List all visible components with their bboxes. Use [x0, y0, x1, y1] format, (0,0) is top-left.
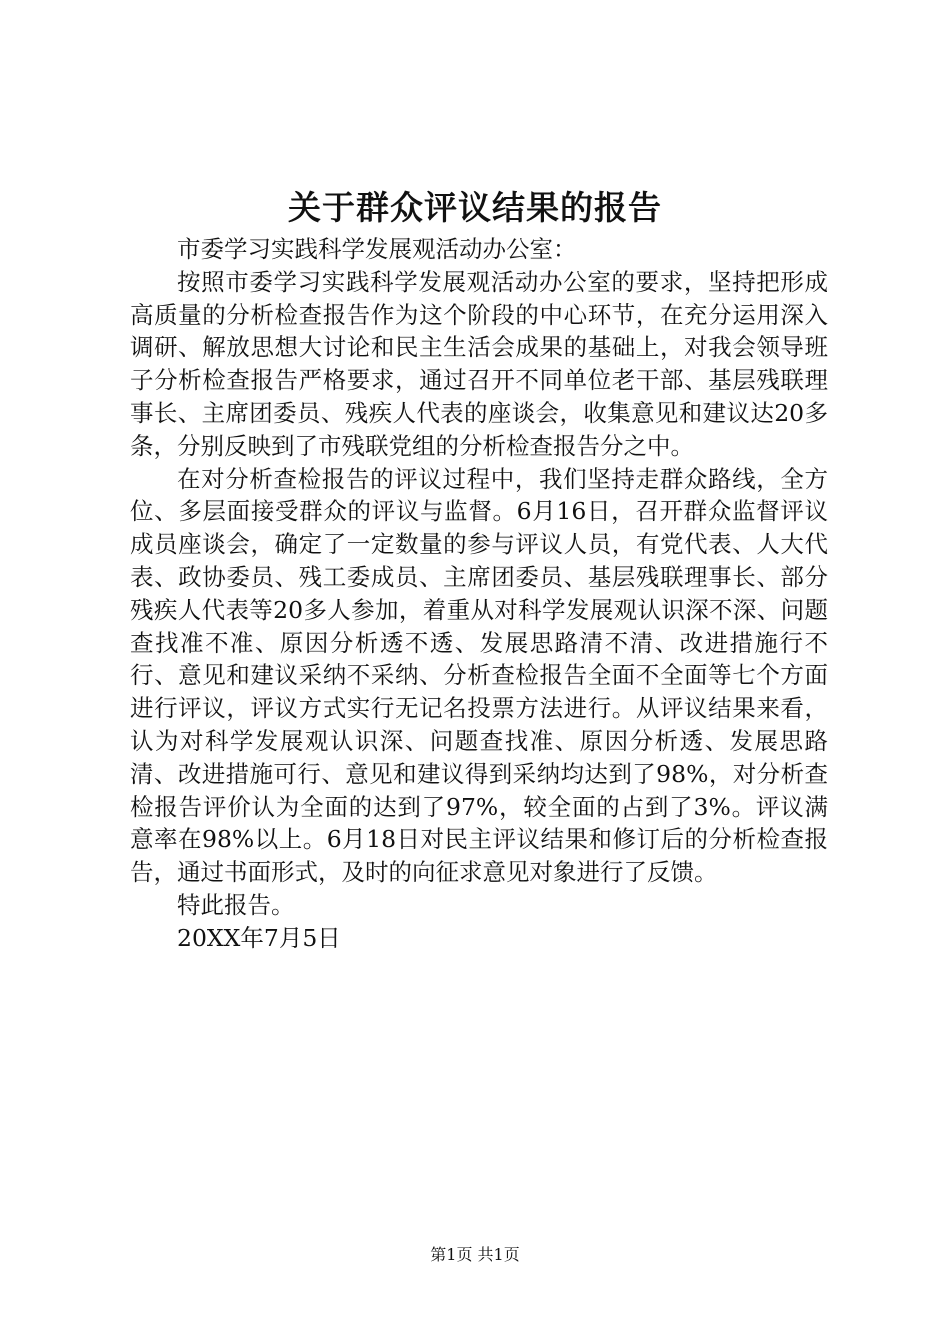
closing-line: 特此报告。 [177, 890, 295, 919]
salutation: 市委学习实践科学发展观活动办公室： [177, 235, 577, 263]
document-date: 20XX年7月5日 [177, 923, 341, 952]
page-footer: 第1页 共1页 [430, 1245, 520, 1264]
document-title: 关于群众评议结果的报告 [288, 188, 662, 227]
paragraph-2: 在对分析查检报告的评议过程中，我们坚持走群众路线，全方位、多层面接受群众的评议与监督。6月16日，召开群众监督评议成员座谈会，确定了一定数量的参与评议人员，有党代表、人大代表、政协委员、残工委成员、主席团委员、基层残联理事长、部分残疾人代表等20多人参加，着重从对科学发展观认识深不深、问题查找准不准、原因分析透不透、发展思路清不清、改进措施行不行、意见和建议采纳不采纳、分析查检报告全面不全面等七个方面进行评议，评议方式实行无记名投票方法进行。从评议结果来看，认为对科学发展观认识深、问题查找准、原因分析透、发展思路清、改进措施可行、意见和建议得到采纳均达到了98%，对分析查检报告评价认为全面的达到了97%，较全面的占到了3%。评议满意率在98%以上。6月18日对民主评议结果和修订后的分析检查报告，通过书面形式，及时的向征求意见对象进行了反馈。 [130, 464, 828, 887]
document-body [130, 233, 828, 955]
paragraph-1: 按照市委学习实践科学发展观活动办公室的要求，坚持把形成高质量的分析检查报告作为这个阶段的中心环节，在充分运用深入调研、解放思想大讨论和民主生活会成果的基础上，对我会领导班子分析检查报告严格要求，通过召开不同单位老干部、基层残联理事长、主席团委员、残疾人代表的座谈会，收集意见和建议达20多条，分别反映到了市残联党组的分析检查报告分之中。 [130, 267, 828, 460]
